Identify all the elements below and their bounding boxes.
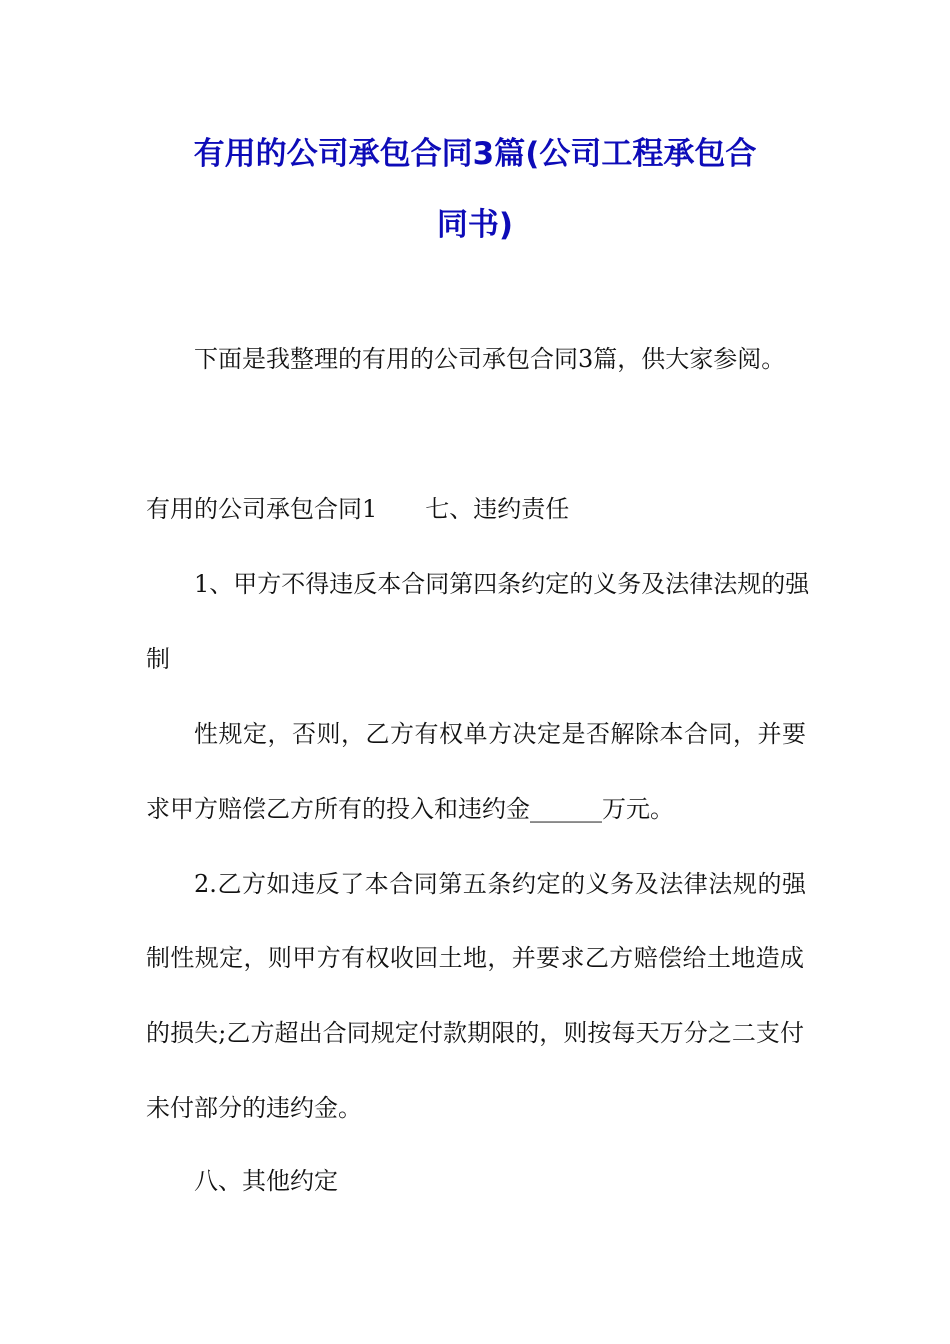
document-title-line-1: 有用的公司承包合同3篇(公司工程承包合 — [193, 136, 757, 172]
section-heading: 有用的公司承包合同1 七、违约责任 — [146, 495, 570, 523]
paragraph-2-line-3: 的损失;乙方超出合同规定付款期限的，则按每天万分之二支付 — [146, 1019, 804, 1047]
paragraph-1-line-2: 制 — [146, 645, 170, 673]
paragraph-2-line-4: 未付部分的违约金。 — [146, 1094, 362, 1122]
paragraph-1b-line-1: 性规定，否则，乙方有权单方决定是否解除本合同，并要 — [194, 720, 806, 748]
section-8-heading: 八、其他约定 — [194, 1167, 338, 1195]
intro-paragraph: 下面是我整理的有用的公司承包合同3篇，供大家参阅。 — [194, 345, 786, 373]
paragraph-2-line-1: 2.乙方如违反了本合同第五条约定的义务及法律法规的强 — [194, 870, 806, 898]
paragraph-1-line-1: 1、甲方不得违反本合同第四条约定的义务及法律法规的强 — [194, 570, 810, 598]
paragraph-2-line-2: 制性规定，则甲方有权收回土地，并要求乙方赔偿给土地造成 — [146, 944, 804, 972]
paragraph-1b-line-2: 求甲方赔偿乙方所有的投入和违约金______万元。 — [146, 795, 674, 823]
document-title-line-2: 同书) — [436, 207, 514, 243]
